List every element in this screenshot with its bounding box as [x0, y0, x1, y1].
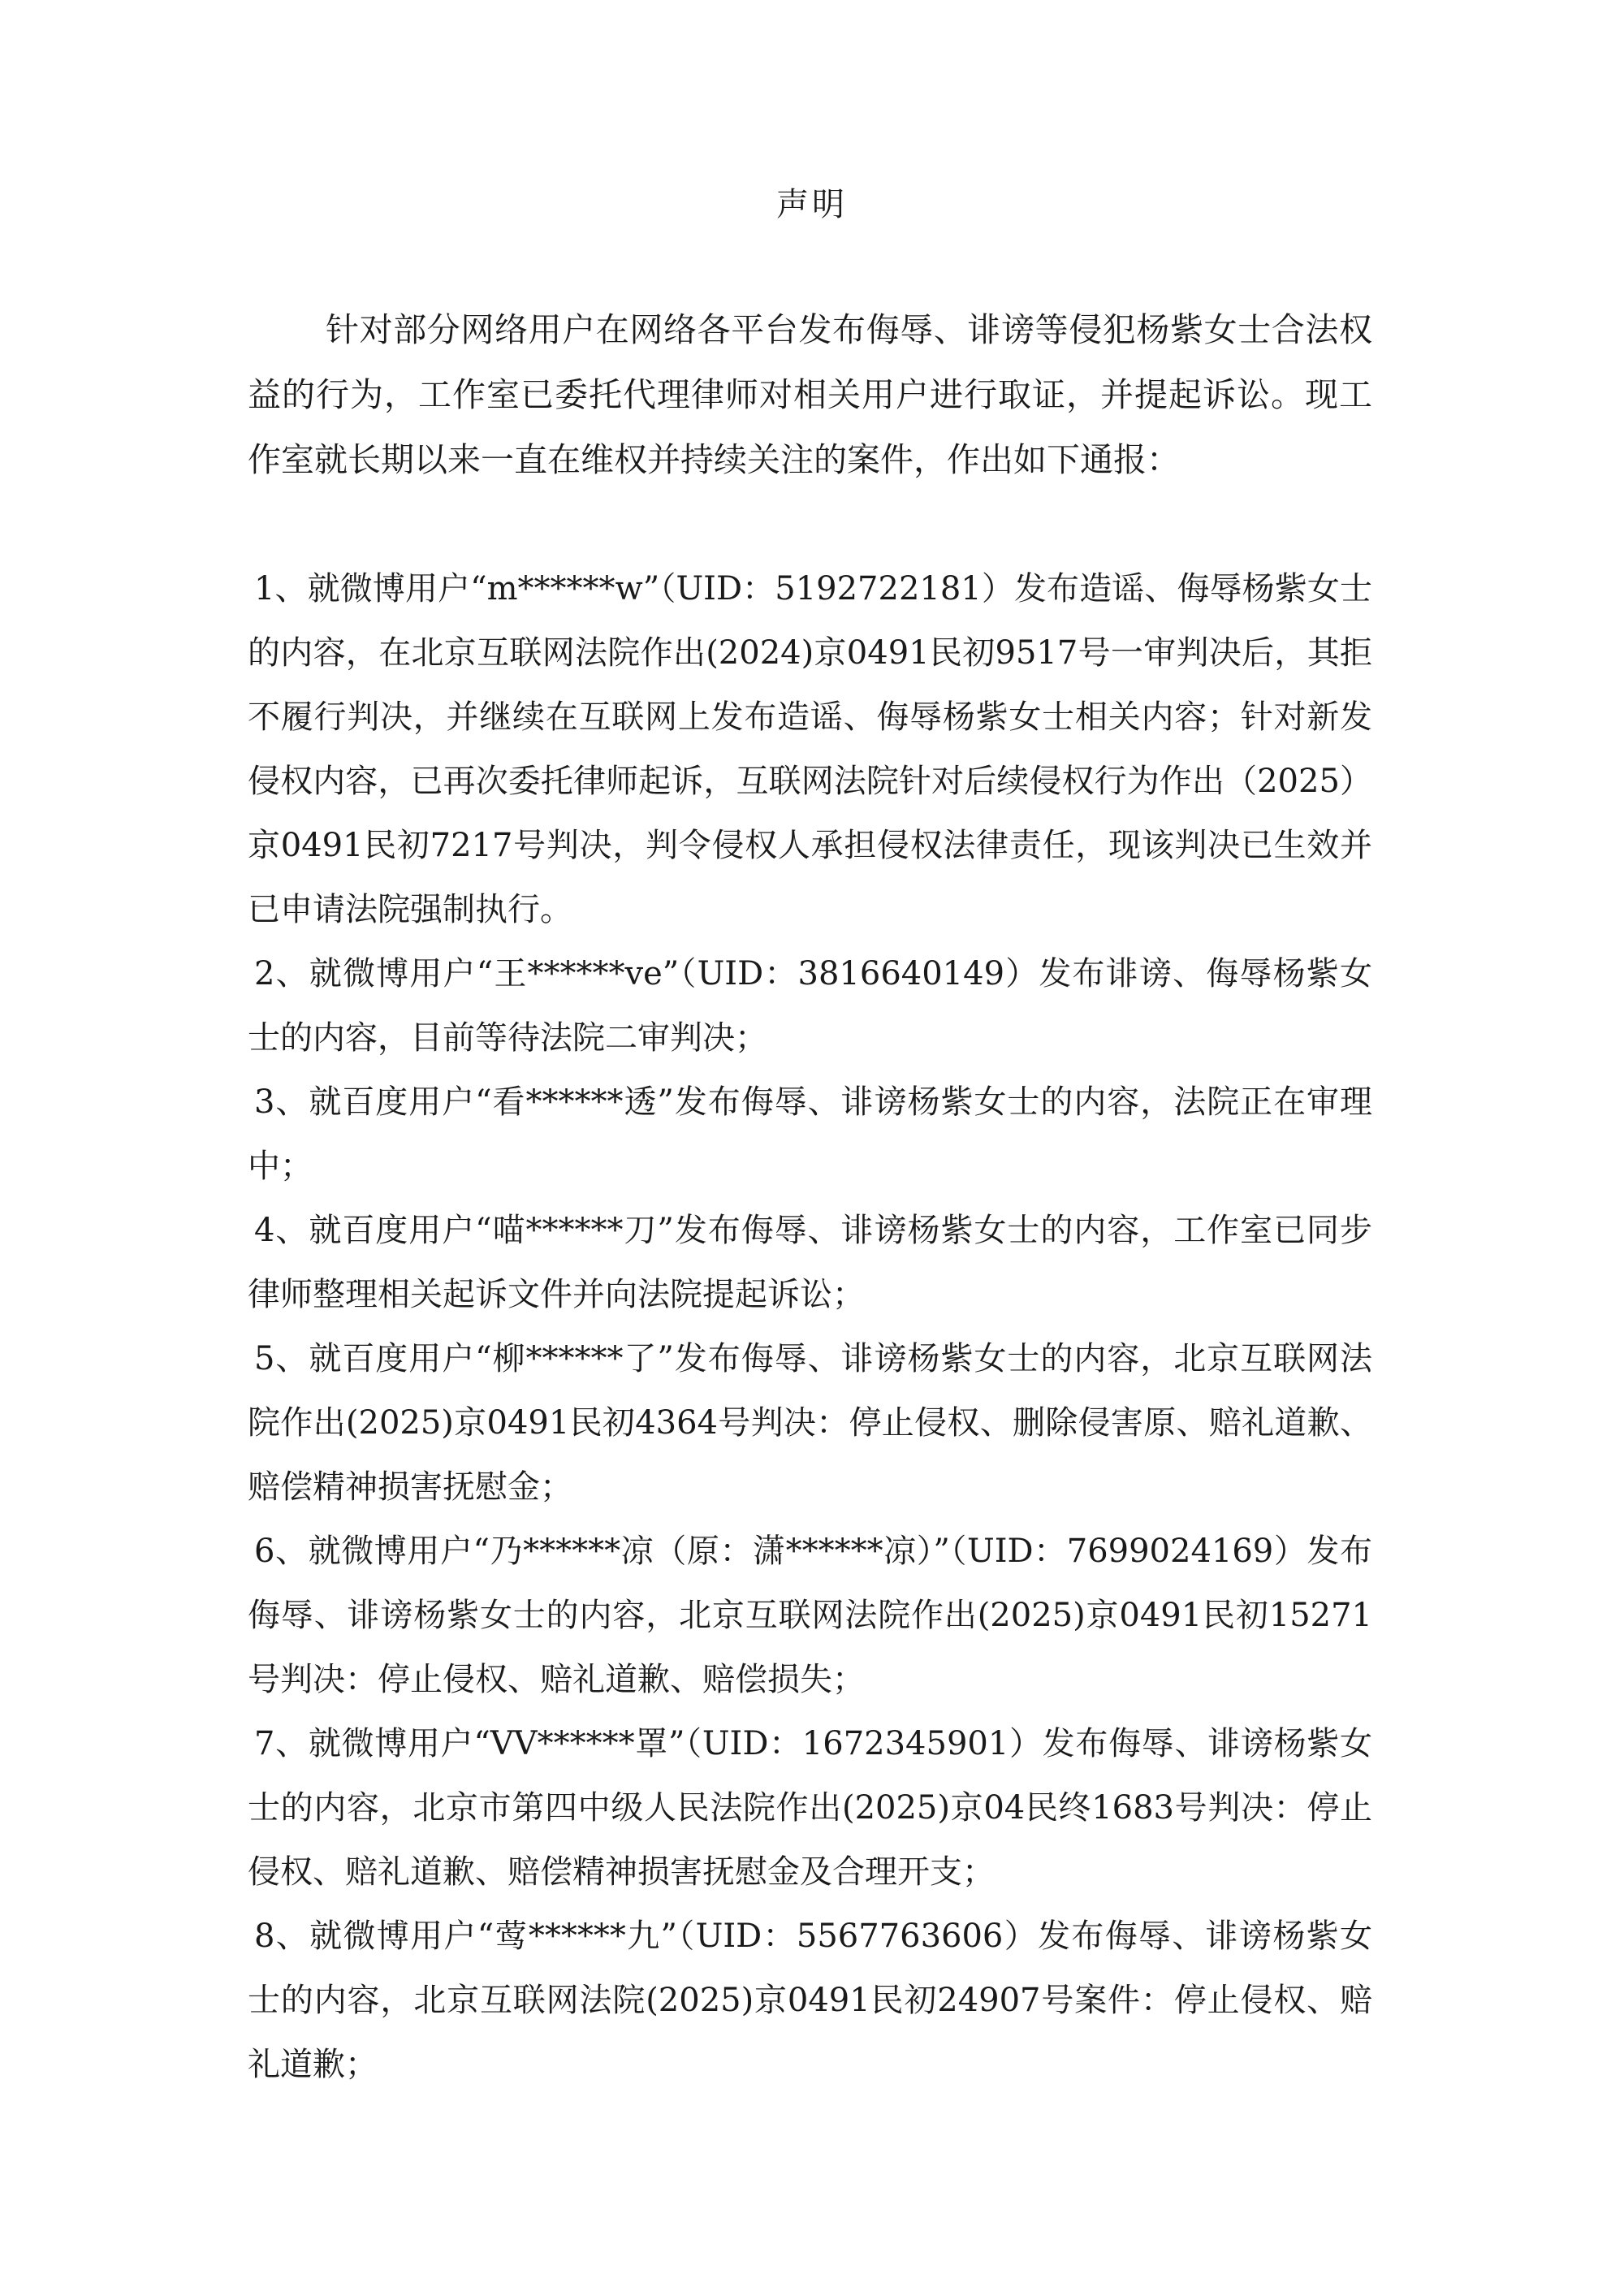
case-item-8: 8、就微博用户“莺******九”（UID：5567763606）发布侮辱、诽谤杨紫女士的内容，北京互联网法院(2025)京0491民初24907号案件：停止侵权、赔礼道歉；	[248, 1918, 1372, 2083]
case-item-1: 1、就微博用户“m******w”（UID：5192722181）发布造谣、侮辱杨紫女士的内容，在北京互联网法院作出(2024)京0491民初9517号一审判决后，其拒不履行判决，并继续在互联网上发布造谣、侮辱杨紫女士相关内容；针对新发侵权内容，已再次委托律师起诉，互联网法院针对后续侵权行为作出（2025）京0491民初7217号判决，判令侵权人承担侵权法律责任，现该判决已生效并已申请法院强制执行。	[248, 570, 1372, 928]
document-title: 声明	[776, 186, 848, 223]
case-item-3: 3、就百度用户“看******透”发布侮辱、诽谤杨紫女士的内容，法院正在审理中；	[248, 1083, 1372, 1185]
case-item-6: 6、就微博用户“乃******凉（原：潇******凉）”（UID：7699024169）发布侮辱、诽谤杨紫女士的内容，北京互联网法院作出(2025)京0491民初15271号判决：停止侵权、赔礼道歉、赔偿损失；	[248, 1533, 1372, 1698]
case-item-5: 5、就百度用户“柳******了”发布侮辱、诽谤杨紫女士的内容，北京互联网法院作出(2025)京0491民初4364号判决：停止侵权、删除侵害原、赔礼道歉、赔偿精神损害抚慰金；	[248, 1340, 1372, 1506]
case-item-7: 7、就微博用户“VV******罩”（UID：1672345901）发布侮辱、诽谤杨紫女士的内容，北京市第四中级人民法院作出(2025)京04民终1683号判决：停止侵权、赔礼道歉、赔偿精神损害抚慰金及合理开支；	[248, 1725, 1372, 1891]
intro-paragraph: 针对部分网络用户在网络各平台发布侮辱、诽谤等侵犯杨紫女士合法权益的行为，工作室已委托代理律师对相关用户进行取证，并提起诉讼。现工作室就长期以来一直在维权并持续关注的案件，作出如下通报：	[248, 310, 1372, 479]
case-item-2: 2、就微博用户“王******ve”（UID：3816640149）发布诽谤、侮辱杨紫女士的内容，目前等待法院二审判决；	[248, 955, 1372, 1057]
case-list	[248, 557, 1372, 2097]
case-item-4: 4、就百度用户“喵******刀”发布侮辱、诽谤杨紫女士的内容，工作室已同步律师整理相关起诉文件并向法院提起诉讼；	[248, 1212, 1372, 1313]
